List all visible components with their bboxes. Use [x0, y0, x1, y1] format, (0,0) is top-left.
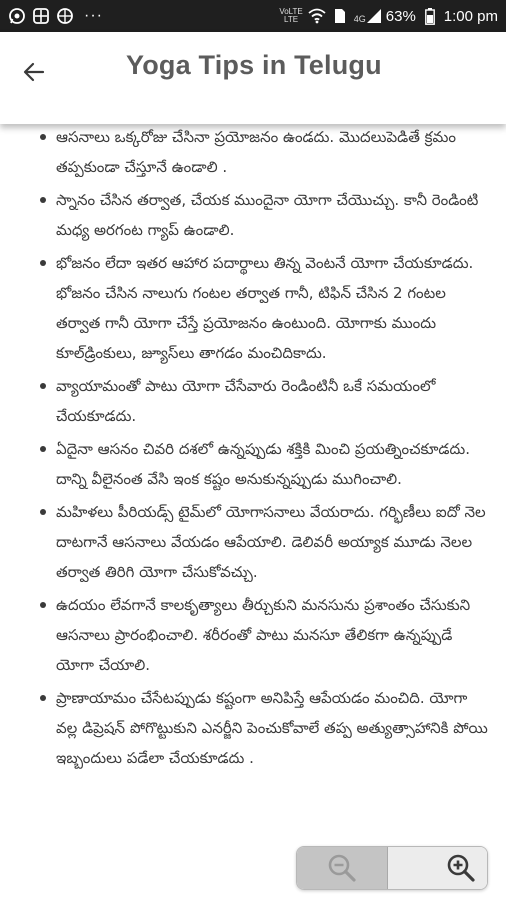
signal-icon: 4G [354, 9, 381, 23]
wifi-icon [308, 7, 326, 25]
football-icon [56, 7, 74, 25]
app-bar [0, 32, 506, 124]
notification-icons [0, 7, 103, 25]
battery-percent: 63% [385, 7, 416, 25]
list-item: మహిళలు పీరియడ్స్ టైమ్‌లో యోగాసనాలు వేయరాదు. గర్భిణీలు ఐదో నెల దాటగానే ఆసనాలు వేయడం ఆపేయాలి. డెలివరీ అయ్యాక మూడు నెలల తర్వాత తిరిగి యోగా చేసుకోవచ్చు. [56, 497, 488, 587]
list-item: ప్రాణాయామం చేసేటప్పుడు కష్టంగా అనిపిస్తే ఆపేయడం మంచిది. యోగా వల్ల డిప్రెషన్ పోగొట్టుకుని ఎనర్జీని పెంచుకోవాలే తప్ప అత్యుత్సాహానికి పోయి ఇబ్బందులు పడేలా చేయకూడదు . [56, 683, 488, 773]
list-item: ఉదయం లేవగానే కాలకృత్యాలు తీర్చుకుని మనసును ప్రశాంతం చేసుకుని ఆసనాలు ప్రారంభించాలి. శరీరంతో పాటు మనసూ తేలికగా ఉన్నప్పుడే యోగా చేయాలి. [56, 590, 488, 680]
list-item: స్నానం చేసిన తర్వాత, చేయక ముందైనా యోగా చేయొచ్చు. కానీ రెండింటి మధ్య అరగంట గ్యాప్ ఉండాలి. [56, 185, 488, 245]
zoom-out-icon [326, 852, 358, 884]
arrow-back-icon [22, 60, 46, 84]
more-notifications: ··· [84, 7, 103, 24]
list-item: భోజనం లేదా ఇతర ఆహార పదార్థాలు తిన్న వెంటనే యోగా చేయకూడదు. భోజనం చేసిన నాలుగు గంటల తర్వాత గానీ, టిఫిన్ చేసిన 2 గంటల తర్వాత గానీ యోగా చేస్తే ప్రయోజనం ఉంటుంది. యోగాకు ముందు కూల్‌డ్రింకులు, జ్యూస్‌లు తాగడం మంచిదికాదు. [56, 248, 488, 368]
list-item: ఏదైనా ఆసనం చివరి దశలో ఉన్నప్పుడు శక్తికి మించి ప్రయత్నించకూడదు. దాన్ని వీలైనంత వేసి ఇంక కష్టం అనుకున్నప్పుడు ముగించాలి. [56, 434, 488, 494]
status-bar [0, 0, 506, 32]
zoom-in-button[interactable] [388, 847, 488, 889]
battery-icon [421, 7, 439, 25]
page-title: Yoga Tips in Telugu [126, 50, 382, 80]
tips-content[interactable] [0, 116, 506, 900]
gallery-icon [32, 7, 50, 25]
zoom-in-icon [445, 852, 477, 884]
tips-list [0, 116, 506, 773]
zoom-controls [296, 846, 488, 890]
zoom-out-button[interactable] [297, 847, 388, 889]
system-icons [279, 7, 506, 25]
sim-icon [331, 7, 349, 25]
list-item: వ్యాయామంతో పాటు యోగా చేసేవారు రెండింటినీ ఒకే సమయంలో చేయకూడదు. [56, 371, 488, 431]
back-button[interactable] [14, 52, 54, 92]
list-item: ఆసనాలు ఒక్కరోజు చేసినా ప్రయోజనం ఉండదు. మొదలుపెడితే క్రమం తప్పకుండా చేస్తూనే ఉండాలి . [56, 122, 488, 182]
whatsapp-icon [8, 7, 26, 25]
clock: 1:00 pm [443, 7, 498, 25]
volte-indicator: VoLTE LTE [279, 7, 303, 24]
